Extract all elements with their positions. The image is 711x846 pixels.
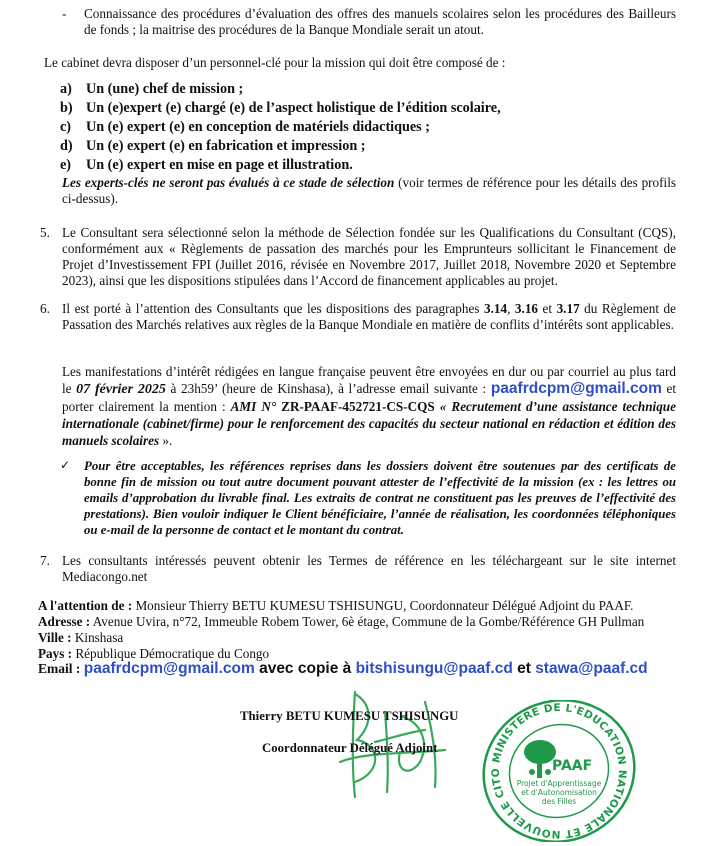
svg-text:MINISTERE DE L'EDUCATION NATIO: MINISTERE DE L'EDUCATION NATIONALE ET NOUVELLE CITO	[489, 701, 629, 841]
experts-note: Les experts-clés ne seront pas évalués à ce stade de sélection (voir termes de référence pour les détails des profils ci-dessus).	[62, 175, 676, 206]
acceptance-text: Pour être acceptables, les références reprises dans les dossiers doivent être soutenues par des certificats de bonne fin de mission ou tout autre document pouvant attester de l’effectivité de la mission (ex : les lettres ou emails d’approbation du livrable final. Les extraits de contrat ne constituent pas les preuves de l’effectivité des prestations). Bien vouloir indiquer le Client bénéficiaire, l’année de réalisation, les coordonnées téléphoniques ou e-mail de la personne de contact et le montant du contrat.	[84, 459, 676, 537]
para6-number: 6.	[40, 301, 50, 316]
official-stamp	[480, 700, 638, 842]
manifest-email-link[interactable]: paafrdcpm@gmail.com	[490, 380, 662, 397]
email-link-copy1[interactable]: bitshisungu@paaf.cd	[355, 660, 513, 677]
bullet-top-text: Connaissance des procédures d’évaluation des offres des manuels scolaires selon les procédures des Bailleurs de fonds ; la maitrise des procédures de la Banque Mondiale serait un atout.	[84, 6, 676, 37]
contact-city: Ville : Kinshasa	[38, 630, 124, 645]
check-icon: ✓	[60, 458, 71, 472]
personnel-item-b: b) Un (e)expert (e) chargé (e) de l’aspect holistique de l’édition scolaire,	[60, 100, 501, 116]
personnel-intro: Le cabinet devra disposer d’un personnel-clé pour la mission qui doit être composé de :	[44, 55, 506, 70]
personnel-item-a: a) Un (une) chef de mission ;	[60, 81, 244, 97]
para7-text: Les consultants intéressés peuvent obtenir les Termes de référence en les téléchargeant sur le site internet Mediacongo.net	[62, 553, 676, 584]
svg-text:et d'Autonomisation: et d'Autonomisation	[521, 788, 597, 797]
mention-title: « Recrutement d’une assistance technique internationale (cabinet/firme) pour le renforcement des capacités du secteur national en rédaction et édition des manuels scolaires	[62, 399, 676, 448]
para5-text: Le Consultant sera sélectionné selon la méthode de Sélection fondée sur les Qualifications du Consultant (CQS), conformément aux « Règlements de passation des marchés pour les Emprunteurs sollicitant le Financement de Projet d’Investissement FPI (Juillet 2016, révisée en Novembre 2017, Juillet 2018, Novembre 2020 et Septembre 2023), ainsi que les dispositions stipulées dans l’Accord de financement applicables au projet.	[62, 225, 676, 288]
svg-text:des Filles: des Filles	[541, 797, 577, 806]
manifest-text: Les manifestations d’intérêt rédigées en langue française peuvent être envoyées en dur ou par courriel au plus tard le 07 février 2025 à 23h59’ (heure de Kinshasa), à l’adresse email suivante : paafrdcpm@gmail.com et porter clairement la mention : AMI N° ZR-PAAF-452721-CS-CQS « Recrutement d’une assistance technique internationale (cabinet/firme) pour le renforcement des capacités du secteur national en rédaction et édition des manuels scolaires ».	[62, 364, 677, 448]
signatory-name: Thierry BETU KUMESU TSHISUNGU	[240, 709, 459, 723]
para5-number: 5.	[40, 225, 50, 240]
bullet-dash: -	[62, 6, 67, 21]
personnel-item-e: e) Un (e) expert en mise en page et illustration.	[60, 157, 353, 173]
email-link-copy2[interactable]: stawa@paaf.cd	[535, 660, 648, 677]
para7-number: 7.	[40, 553, 50, 568]
svg-text:PAAF: PAAF	[552, 758, 593, 774]
contact-email: Email : paafrdcpm@gmail.com avec copie à bitshisungu@paaf.cd et stawa@paaf.cd	[38, 660, 648, 677]
signatory-title: Coordonnateur Délégué Adjoint	[262, 741, 438, 755]
contact-address: Adresse : Avenue Uvira, n°72, Immeuble Robem Tower, 6è étage, Commune de la Gombe/Référence GH Pullman	[38, 614, 645, 629]
email-link-primary[interactable]: paafrdcpm@gmail.com	[83, 660, 255, 677]
para6-text: Il est porté à l’attention des Consultants que les dispositions des paragraphes 3.14, 3.16 et 3.17 du Règlement de Passation des Marchés relatives aux règles de la Banque Mondiale en matière de conflits d’intérêts sont applicables.	[62, 301, 676, 332]
personnel-item-c: c) Un (e) expert (e) en conception de matériels didactiques ;	[60, 119, 430, 135]
svg-text:Projet d'Apprentissage: Projet d'Apprentissage	[516, 779, 602, 788]
personnel-item-d: d) Un (e) expert (e) en fabrication et impression ;	[60, 138, 366, 154]
contact-attention: A l'attention de : Monsieur Thierry BETU KUMESU TSHISUNGU, Coordonnateur Délégué Adjoint du PAAF.	[38, 598, 634, 613]
stamp-seal-icon	[480, 700, 638, 842]
contact-country: Pays : République Démocratique du Congo	[38, 646, 270, 661]
